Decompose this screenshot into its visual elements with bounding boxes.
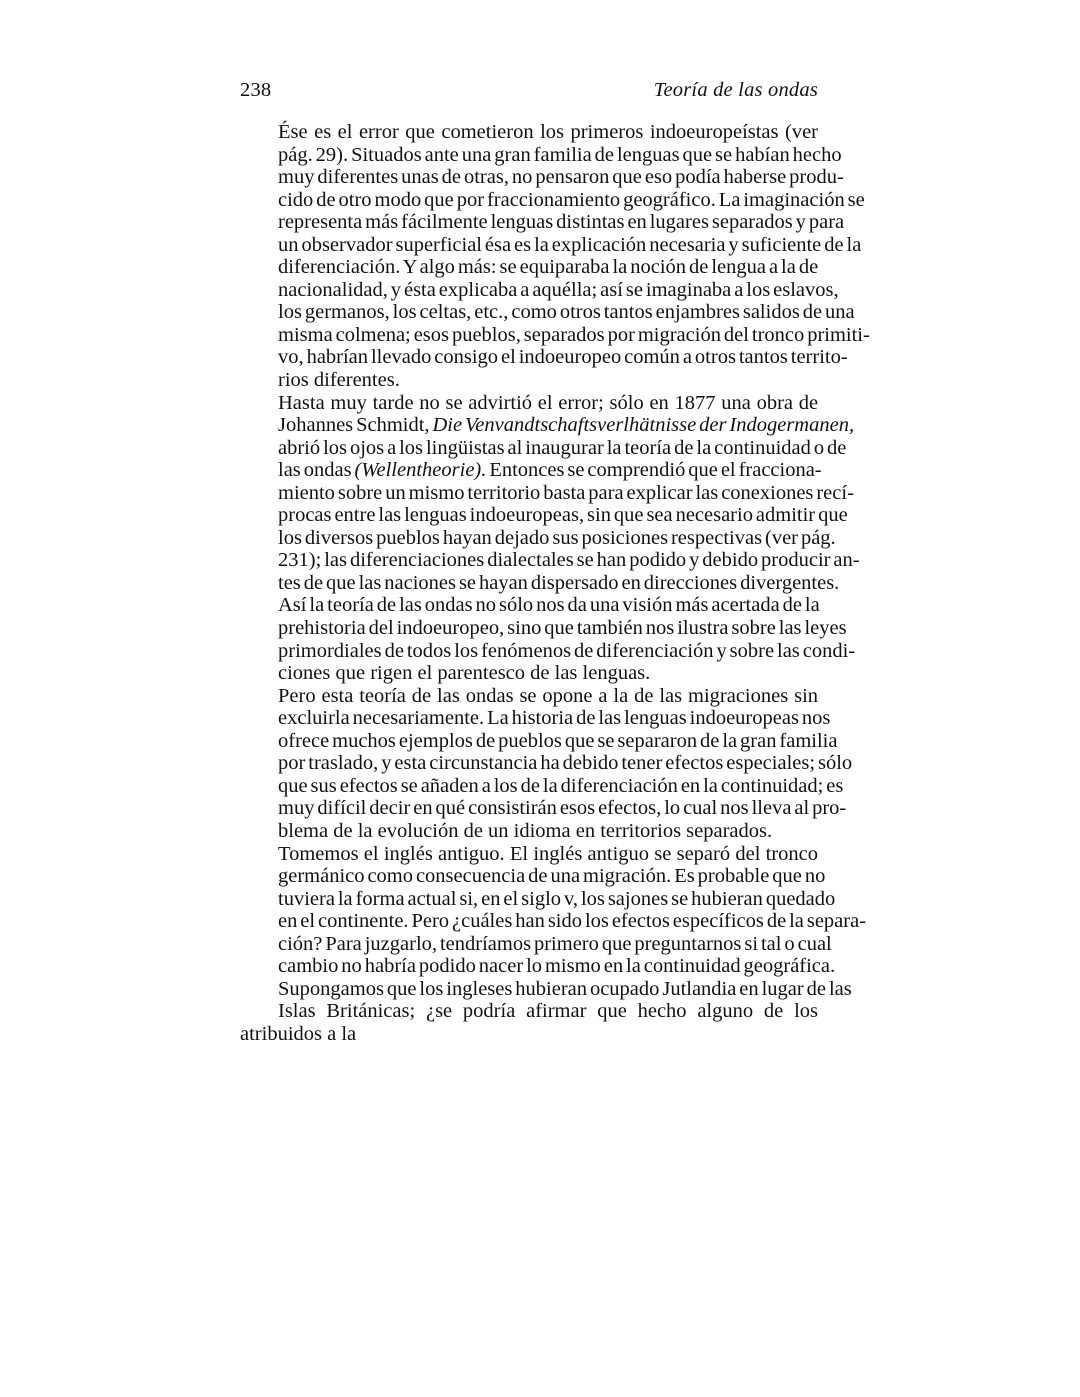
paragraph-4 <box>240 842 867 1045</box>
running-head-title: Teoría de las ondas <box>653 79 818 101</box>
text-line: un observador superficial ésa es la explicación necesaria y suficiente de la <box>278 233 862 256</box>
text-line: muy difícil decir en qué consistirán esos efectos, lo cual nos lleva al pro- <box>278 797 847 820</box>
text-line: Supongamos que los ingleses hubieran ocupado Jutlandia en lugar de las <box>278 977 852 1000</box>
text-line: Ése es el error que cometieron los primeros indoeuropeístas (ver <box>278 121 819 143</box>
text-line: los diversos pueblos hayan dejado sus posiciones respectivas (ver pág. <box>278 526 836 549</box>
paragraph-3 <box>240 684 853 843</box>
text-line: ción? Para juzgarlo, tendríamos primero que preguntarnos si tal o cual <box>278 932 832 955</box>
text-line: que sus efectos se añaden a los de la diferenciación en la continuidad; es <box>278 774 844 797</box>
text-line: Islas Británicas; ¿se podría afirmar que hecho alguno de los atribuidos a la <box>240 1000 818 1045</box>
text-line: misma colmena; esos pueblos, separados por migración del tronco primiti- <box>278 323 870 346</box>
page-number: 238 <box>240 79 272 101</box>
text-line: tuviera la forma actual si, en el siglo v, los sajones se hubieran quedado <box>278 887 836 910</box>
text-line: por traslado, y esta circunstancia ha debido tener efectos especiales; sólo <box>278 752 853 775</box>
text-line: cambio no habría podido nacer lo mismo en la continuidad geográfica. <box>278 955 836 978</box>
text-line: ofrece muchos ejemplos de pueblos que se separaron de la gran familia <box>278 729 838 752</box>
text-line: diferenciación. Y algo más: se equiparaba la noción de lengua a la de <box>278 256 819 279</box>
paragraph-2 <box>240 391 860 685</box>
running-head <box>240 80 818 101</box>
text-line: cido de otro modo que por fraccionamiento geográfico. La imaginación se <box>278 188 865 211</box>
text-line: Pero esta teoría de las ondas se opone a la de las migraciones sin <box>278 684 819 707</box>
text-line: muy diferentes unas de otras, no pensaron que eso podía haberse produ- <box>278 166 844 189</box>
text-line: excluirla necesariamente. La historia de las lenguas indoeuropeas nos <box>278 707 831 730</box>
text-line: ciones que rigen el parentesco de las lenguas. <box>278 662 651 685</box>
text-line: nacionalidad, y ésta explicaba a aquélla; así se imaginaba a los eslavos, <box>278 278 839 301</box>
text-line: Tomemos el inglés antiguo. El inglés antiguo se separó del tronco <box>278 842 818 865</box>
text-line: blema de la evolución de un idioma en territorios separados. <box>278 819 773 842</box>
text-line-with-italic-title: Johannes Schmidt, Die Venvandtschaftsverlhätnisse der Indogermanen, <box>278 414 855 437</box>
text-line: tes de que las naciones se hayan dispersado en direcciones divergentes. <box>278 571 840 594</box>
text-line: abrió los ojos a los lingüistas al inaugurar la teoría de la continuidad o de <box>278 436 847 459</box>
text-line-with-italic-term: las ondas (Wellentheorie). Entonces se comprendió que el fracciona- <box>278 459 822 482</box>
text-line: Hasta muy tarde no se advirtió el error; sólo en 1877 una obra de <box>278 391 819 414</box>
text-line: Así la teoría de las ondas no sólo nos da una visión más acertada de la <box>278 594 820 617</box>
body-text-block <box>240 121 870 1045</box>
text-line: prehistoria del indoeuropeo, sino que también nos ilustra sobre las leyes <box>278 617 847 640</box>
text-line: miento sobre un mismo territorio basta para explicar las conexiones recí- <box>278 481 854 504</box>
text-line: 231); las diferenciaciones dialectales se han podido y debido producir an- <box>278 549 860 572</box>
text-line: primordiales de todos los fenómenos de diferenciación y sobre las condi- <box>278 639 856 662</box>
text-line: los germanos, los celtas, etc., como otros tantos enjambres salidos de una <box>278 301 855 324</box>
text-line: procas entre las lenguas indoeuropeas, sin que sea necesario admitir que <box>278 504 848 527</box>
text-line: germánico como consecuencia de una migración. Es probable que no <box>278 865 826 888</box>
text-line: representa más fácilmente lenguas distintas en lugares separados y para <box>278 211 845 234</box>
text-line: pág. 29). Situados ante una gran familia de lenguas que se habían hecho <box>278 143 842 166</box>
text-line: vo, habrían llevado consigo el indoeuropeo común a otros tantos territo- <box>278 346 848 369</box>
text-line: en el continente. Pero ¿cuáles han sido los efectos específicos de la separa- <box>278 910 867 933</box>
text-line: rios diferentes. <box>278 369 400 392</box>
paragraph-1 <box>240 121 870 392</box>
